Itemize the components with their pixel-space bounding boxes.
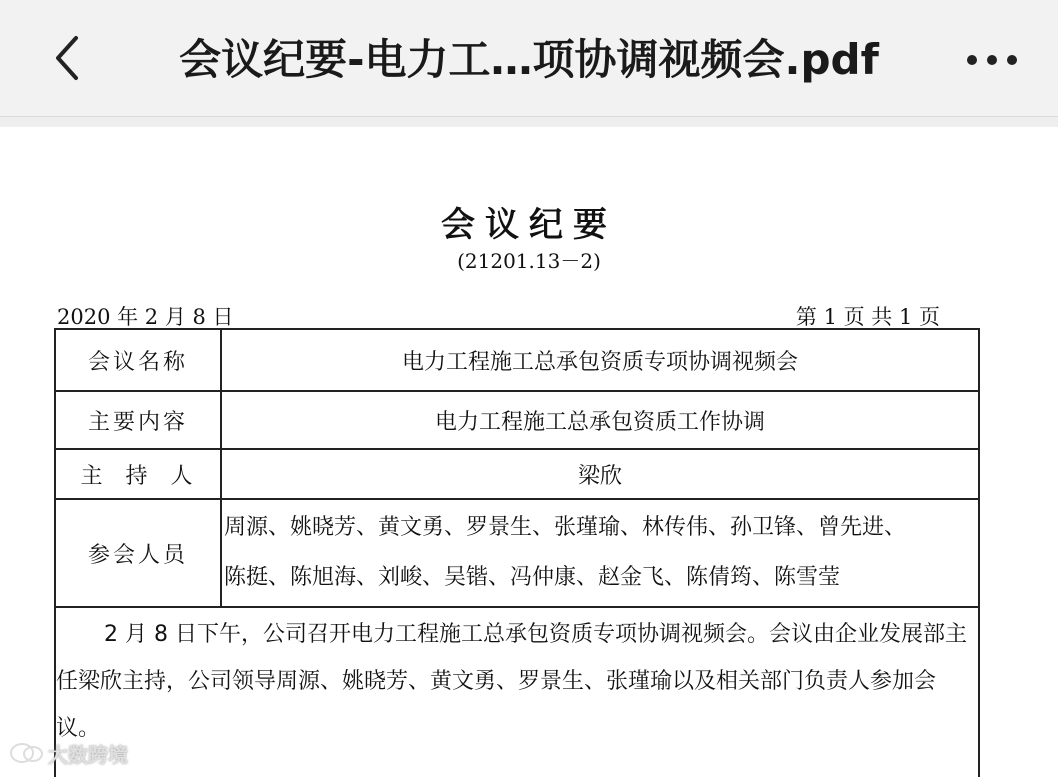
- host-label: 主 持 人: [55, 449, 221, 499]
- back-button[interactable]: [40, 28, 100, 88]
- pdf-page[interactable]: [0, 127, 1058, 772]
- main-content-value: 电力工程施工总承包资质工作协调: [221, 391, 979, 449]
- chat-bubble-logo-icon: [8, 741, 44, 765]
- document-number: (21201.13－2): [457, 249, 601, 273]
- attendees-line: 周源、姚晓芳、黄文勇、罗景生、张瑾瑜、林传伟、孙卫锋、曾先进、: [224, 515, 907, 540]
- body-paragraph: 2 月 8 日下午，公司召开电力工程施工总承包资质专项协调视频会。会议由企业发展部主任梁欣主持，公司领导周源、姚晓芳、黄文勇、罗景生、张瑾瑜以及相关部门负责人参加会议。: [56, 622, 967, 741]
- watermark-text: 大数跨境: [48, 742, 128, 767]
- meeting-info-table: [54, 328, 980, 608]
- meeting-body: [54, 607, 980, 777]
- main-content-label: 主要内容: [55, 391, 221, 449]
- attendees-label: 参会人员: [55, 499, 221, 607]
- table-row: [55, 449, 979, 499]
- top-navigation-bar: [0, 0, 1058, 117]
- meeting-name-label: 会议名称: [55, 329, 221, 391]
- attendees-value: [221, 499, 979, 607]
- document-date: 2020 年 2 月 8 日: [57, 305, 234, 329]
- table-row: [55, 391, 979, 449]
- watermark: [8, 738, 128, 768]
- toolbar-divider: [0, 117, 1058, 127]
- more-options-button[interactable]: [962, 40, 1022, 80]
- more-horizontal-icon: [964, 40, 1020, 80]
- chevron-left-icon: [40, 28, 100, 88]
- host-value: 梁欣: [221, 449, 979, 499]
- table-row: [55, 329, 979, 391]
- document-title: 会议纪要: [441, 205, 617, 245]
- attendees-line: 陈挺、陈旭海、刘峻、吴锴、冯仲康、赵金飞、陈倩筠、陈雪莹: [224, 565, 841, 590]
- page-info: 第 1 页 共 1 页: [795, 305, 940, 329]
- table-row: [55, 499, 979, 607]
- file-title: 会议纪要-电力工…项协调视频会.pdf: [179, 35, 879, 84]
- meeting-name-value: 电力工程施工总承包资质专项协调视频会: [221, 329, 979, 391]
